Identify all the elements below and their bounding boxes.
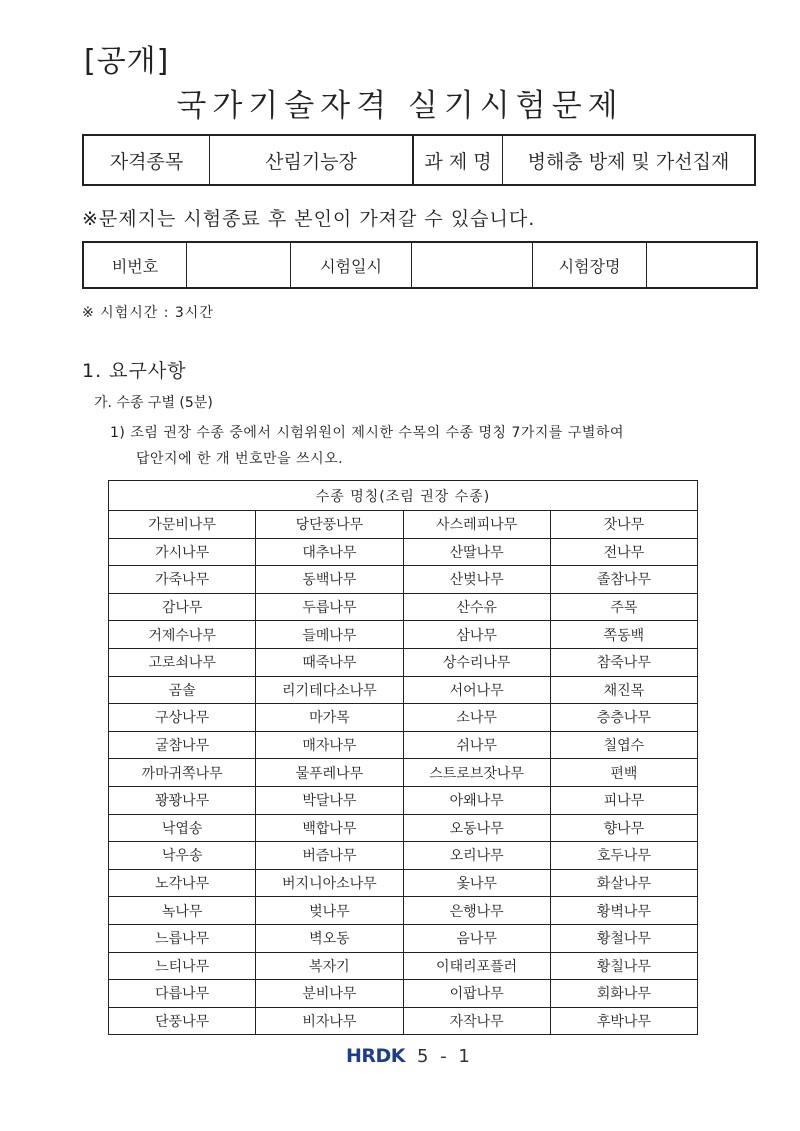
species-cell: 때죽나무 xyxy=(256,648,403,676)
species-cell: 황철나무 xyxy=(550,924,697,952)
species-cell: 피나무 xyxy=(550,786,697,814)
species-cell: 이팝나무 xyxy=(403,980,550,1008)
species-cell: 다릅나무 xyxy=(109,980,256,1008)
hrdk-logo: HRDK xyxy=(346,1045,406,1067)
species-cell: 단풍나무 xyxy=(109,1007,256,1035)
species-cell: 음나무 xyxy=(403,924,550,952)
species-cell: 스트로브잣나무 xyxy=(403,759,550,787)
species-cell: 녹나무 xyxy=(109,897,256,925)
exam-duration: ※ 시험시간 : 3시간 xyxy=(82,305,214,321)
notice-text: ※문제지는 시험종료 후 본인이 가져갈 수 있습니다. xyxy=(82,208,536,230)
species-cell: 두릅나무 xyxy=(256,593,403,621)
species-cell: 마가목 xyxy=(256,704,403,732)
species-cell: 매자나무 xyxy=(256,731,403,759)
exam-number-field[interactable] xyxy=(187,242,291,288)
exam-date-label: 시험일시 xyxy=(291,242,412,288)
species-cell: 황칠나무 xyxy=(550,952,697,980)
task-value: 병해충 방제 및 가선집재 xyxy=(503,135,756,185)
instruction-line: 1) 조림 권장 수종 중에서 시험위원이 제시한 수목의 수종 명칭 7가지를 구별하여 xyxy=(110,425,624,441)
species-cell: 산딸나무 xyxy=(403,538,550,566)
species-cell: 이태리포플러 xyxy=(403,952,550,980)
species-cell: 산벚나무 xyxy=(403,566,550,594)
requirements-subheading: 가. 수종 구별 (5분) xyxy=(94,395,213,411)
species-cell: 오리나무 xyxy=(403,842,550,870)
species-cell: 백합나무 xyxy=(256,814,403,842)
species-cell: 가문비나무 xyxy=(109,511,256,539)
species-cell: 졸참나무 xyxy=(550,566,697,594)
table-row xyxy=(109,511,698,539)
species-table-header: 수종 명칭(조림 권장 수종) xyxy=(109,481,698,511)
species-cell: 참죽나무 xyxy=(550,648,697,676)
species-cell: 아왜나무 xyxy=(403,786,550,814)
species-cell: 동백나무 xyxy=(256,566,403,594)
species-cell: 가죽나무 xyxy=(109,566,256,594)
species-cell: 대추나무 xyxy=(256,538,403,566)
table-row xyxy=(109,1007,698,1035)
species-cell: 화살나무 xyxy=(550,869,697,897)
table-row xyxy=(109,676,698,704)
species-cell: 은행나무 xyxy=(403,897,550,925)
table-row xyxy=(109,897,698,925)
species-cell: 주목 xyxy=(550,593,697,621)
species-cell: 호두나무 xyxy=(550,842,697,870)
species-cell: 소나무 xyxy=(403,704,550,732)
species-cell: 구상나무 xyxy=(109,704,256,732)
species-cell: 느릅나무 xyxy=(109,924,256,952)
species-cell: 산수유 xyxy=(403,593,550,621)
species-cell: 쉬나무 xyxy=(403,731,550,759)
species-cell: 물푸레나무 xyxy=(256,759,403,787)
table-row xyxy=(109,621,698,649)
species-cell: 분비나무 xyxy=(256,980,403,1008)
species-cell: 버즘나무 xyxy=(256,842,403,870)
species-cell: 감나무 xyxy=(109,593,256,621)
species-cell: 박달나무 xyxy=(256,786,403,814)
species-cell: 꽝꽝나무 xyxy=(109,786,256,814)
exam-venue-label: 시험장명 xyxy=(533,242,647,288)
exam-venue-field[interactable] xyxy=(647,242,758,288)
species-cell: 상수리나무 xyxy=(403,648,550,676)
requirements-heading: 1. 요구사항 xyxy=(82,360,187,382)
species-cell: 채진목 xyxy=(550,676,697,704)
species-cell: 느티나무 xyxy=(109,952,256,980)
species-cell: 리기테다소나무 xyxy=(256,676,403,704)
species-cell: 자작나무 xyxy=(403,1007,550,1035)
species-cell: 전나무 xyxy=(550,538,697,566)
disclosure-tag: [공개] xyxy=(84,44,170,79)
table-row xyxy=(109,759,698,787)
table-row xyxy=(109,538,698,566)
species-cell: 삼나무 xyxy=(403,621,550,649)
species-cell: 회화나무 xyxy=(550,980,697,1008)
species-cell: 잣나무 xyxy=(550,511,697,539)
species-cell: 층층나무 xyxy=(550,704,697,732)
species-cell: 향나무 xyxy=(550,814,697,842)
species-cell: 후박나무 xyxy=(550,1007,697,1035)
species-cell: 버지니아소나무 xyxy=(256,869,403,897)
table-row xyxy=(109,924,698,952)
species-cell: 벚나무 xyxy=(256,897,403,925)
species-cell: 고로쇠나무 xyxy=(109,648,256,676)
table-row xyxy=(109,952,698,980)
table-row xyxy=(109,814,698,842)
species-cell: 황벽나무 xyxy=(550,897,697,925)
table-row xyxy=(109,980,698,1008)
table-row xyxy=(109,593,698,621)
species-cell: 낙우송 xyxy=(109,842,256,870)
table-row xyxy=(109,731,698,759)
species-cell: 가시나무 xyxy=(109,538,256,566)
species-table xyxy=(108,480,698,1035)
species-cell: 비자나무 xyxy=(256,1007,403,1035)
table-row xyxy=(109,786,698,814)
species-cell: 곰솔 xyxy=(109,676,256,704)
exam-number-label: 비번호 xyxy=(83,242,187,288)
page-number: 5 - 1 xyxy=(417,1045,473,1067)
species-cell: 낙엽송 xyxy=(109,814,256,842)
qualification-label: 자격종목 xyxy=(83,135,210,185)
qualification-value: 산림기능장 xyxy=(210,135,414,185)
species-cell: 굴참나무 xyxy=(109,731,256,759)
species-cell: 노각나무 xyxy=(109,869,256,897)
species-cell: 서어나무 xyxy=(403,676,550,704)
species-cell: 오동나무 xyxy=(403,814,550,842)
table-row xyxy=(109,704,698,732)
species-cell: 거제수나무 xyxy=(109,621,256,649)
task-label: 과 제 명 xyxy=(413,135,503,185)
page-footer xyxy=(346,1045,473,1067)
document-title: 국가기술자격 실기시험문제 xyxy=(176,88,624,124)
species-cell: 칠엽수 xyxy=(550,731,697,759)
table-row xyxy=(109,648,698,676)
table-row xyxy=(109,566,698,594)
species-cell: 벽오동 xyxy=(256,924,403,952)
species-cell: 옻나무 xyxy=(403,869,550,897)
qualification-info-table xyxy=(82,134,756,186)
species-cell: 까마귀쪽나무 xyxy=(109,759,256,787)
table-row xyxy=(109,869,698,897)
table-row xyxy=(109,842,698,870)
instruction-line: 답안지에 한 개 번호만을 쓰시오. xyxy=(136,451,344,467)
species-cell: 당단풍나무 xyxy=(256,511,403,539)
species-cell: 사스레피나무 xyxy=(403,511,550,539)
exam-info-table xyxy=(82,241,758,289)
species-cell: 쪽동백 xyxy=(550,621,697,649)
species-cell: 들메나무 xyxy=(256,621,403,649)
exam-date-field[interactable] xyxy=(412,242,533,288)
species-cell: 복자기 xyxy=(256,952,403,980)
species-cell: 편백 xyxy=(550,759,697,787)
